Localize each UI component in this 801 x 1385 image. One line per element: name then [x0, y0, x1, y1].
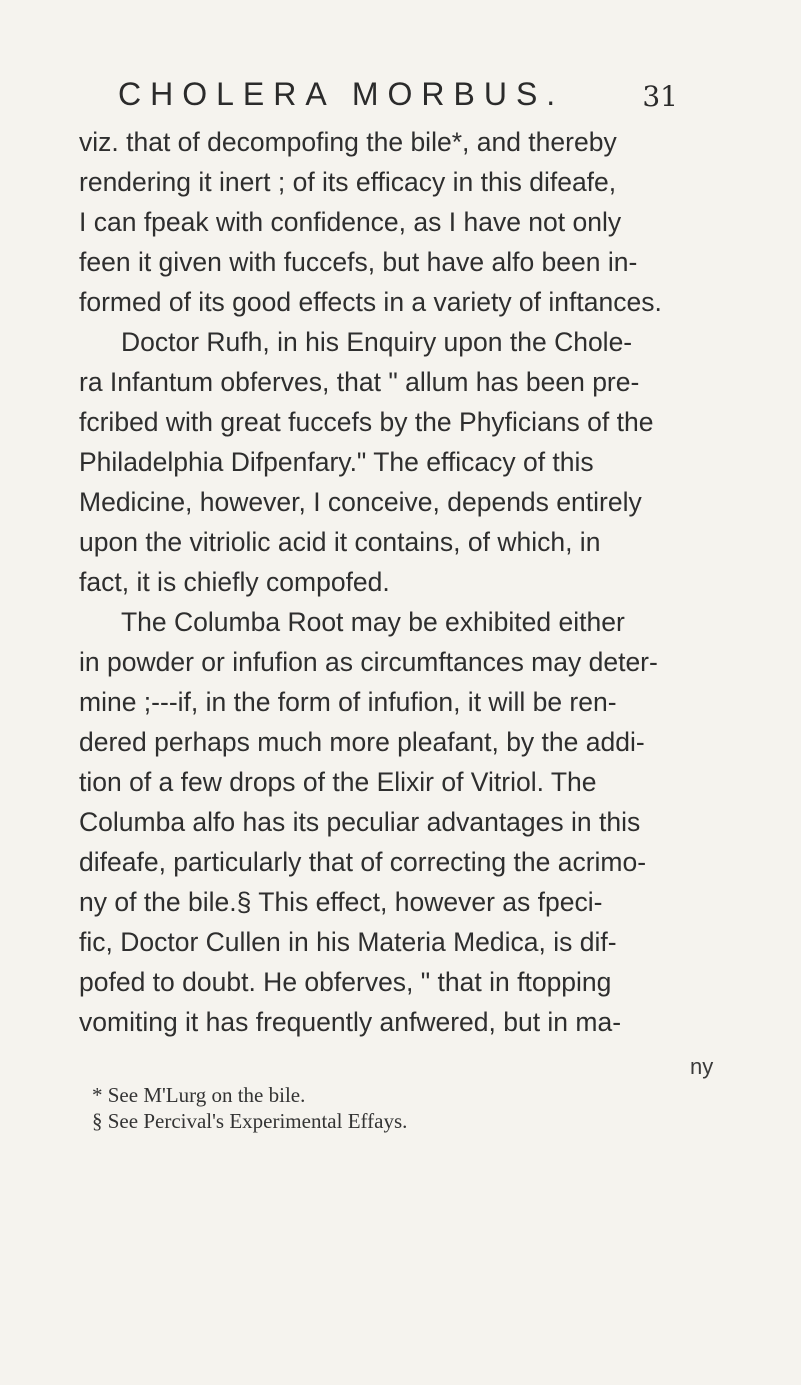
page-number: 31 [642, 80, 678, 113]
text-line: rendering it inert ; of its efficacy in this difeafe, [79, 167, 617, 197]
text-line: Medicine, however, I conceive, depends entirely [79, 487, 642, 517]
catchword: ny [690, 1054, 714, 1079]
text-line: in powder or infufion as circumftances may deter- [79, 647, 658, 677]
running-head [118, 76, 678, 116]
text-line: formed of its good effects in a variety of inftances. [79, 287, 662, 317]
paragraph-start-line: Doctor Rufh, in his Enquiry upon the Chole- [121, 327, 633, 357]
text-line: Columba alfo has its peculiar advantages in this [79, 807, 641, 837]
text-line: upon the vitriolic acid it contains, of which, in [79, 527, 601, 557]
text-line: dered perhaps much more pleafant, by the addi- [79, 727, 645, 757]
footnote: § See Percival's Experimental Effays. [92, 1109, 408, 1133]
text-line: vomiting it has frequently anfwered, but in ma- [79, 1007, 622, 1037]
text-line: difeafe, particularly that of correcting the acrimo- [79, 847, 647, 877]
text-line: viz. that of decompofing the bile*, and thereby [79, 127, 617, 157]
running-title: CHOLERA MORBUS. [118, 76, 565, 112]
text-line: ny of the bile.§ This effect, however as fpeci- [79, 887, 603, 917]
text-line: pofed to doubt. He obferves, " that in ftopping [79, 967, 612, 997]
footnote: * See M'Lurg on the bile. [92, 1083, 306, 1107]
body-text [79, 122, 713, 1042]
text-line: tion of a few drops of the Elixir of Vitriol. The [79, 767, 597, 797]
text-line: feen it given with fuccefs, but have alfo been in- [79, 247, 638, 277]
text-line: ra Infantum obferves, that " allum has been pre- [79, 367, 640, 397]
text-line: fact, it is chiefly compofed. [79, 567, 390, 597]
text-line: mine ;---if, in the form of infufion, it will be ren- [79, 687, 617, 717]
footnotes [92, 1082, 712, 1134]
text-line: fcribed with great fuccefs by the Phyficians of the [79, 407, 654, 437]
text-line: I can fpeak with confidence, as I have not only [79, 207, 622, 237]
text-line: fic, Doctor Cullen in his Materia Medica, is dif- [79, 927, 617, 957]
paragraph-start-line: The Columba Root may be exhibited either [121, 607, 625, 637]
text-line: Philadelphia Difpenfary." The efficacy of this [79, 447, 594, 477]
